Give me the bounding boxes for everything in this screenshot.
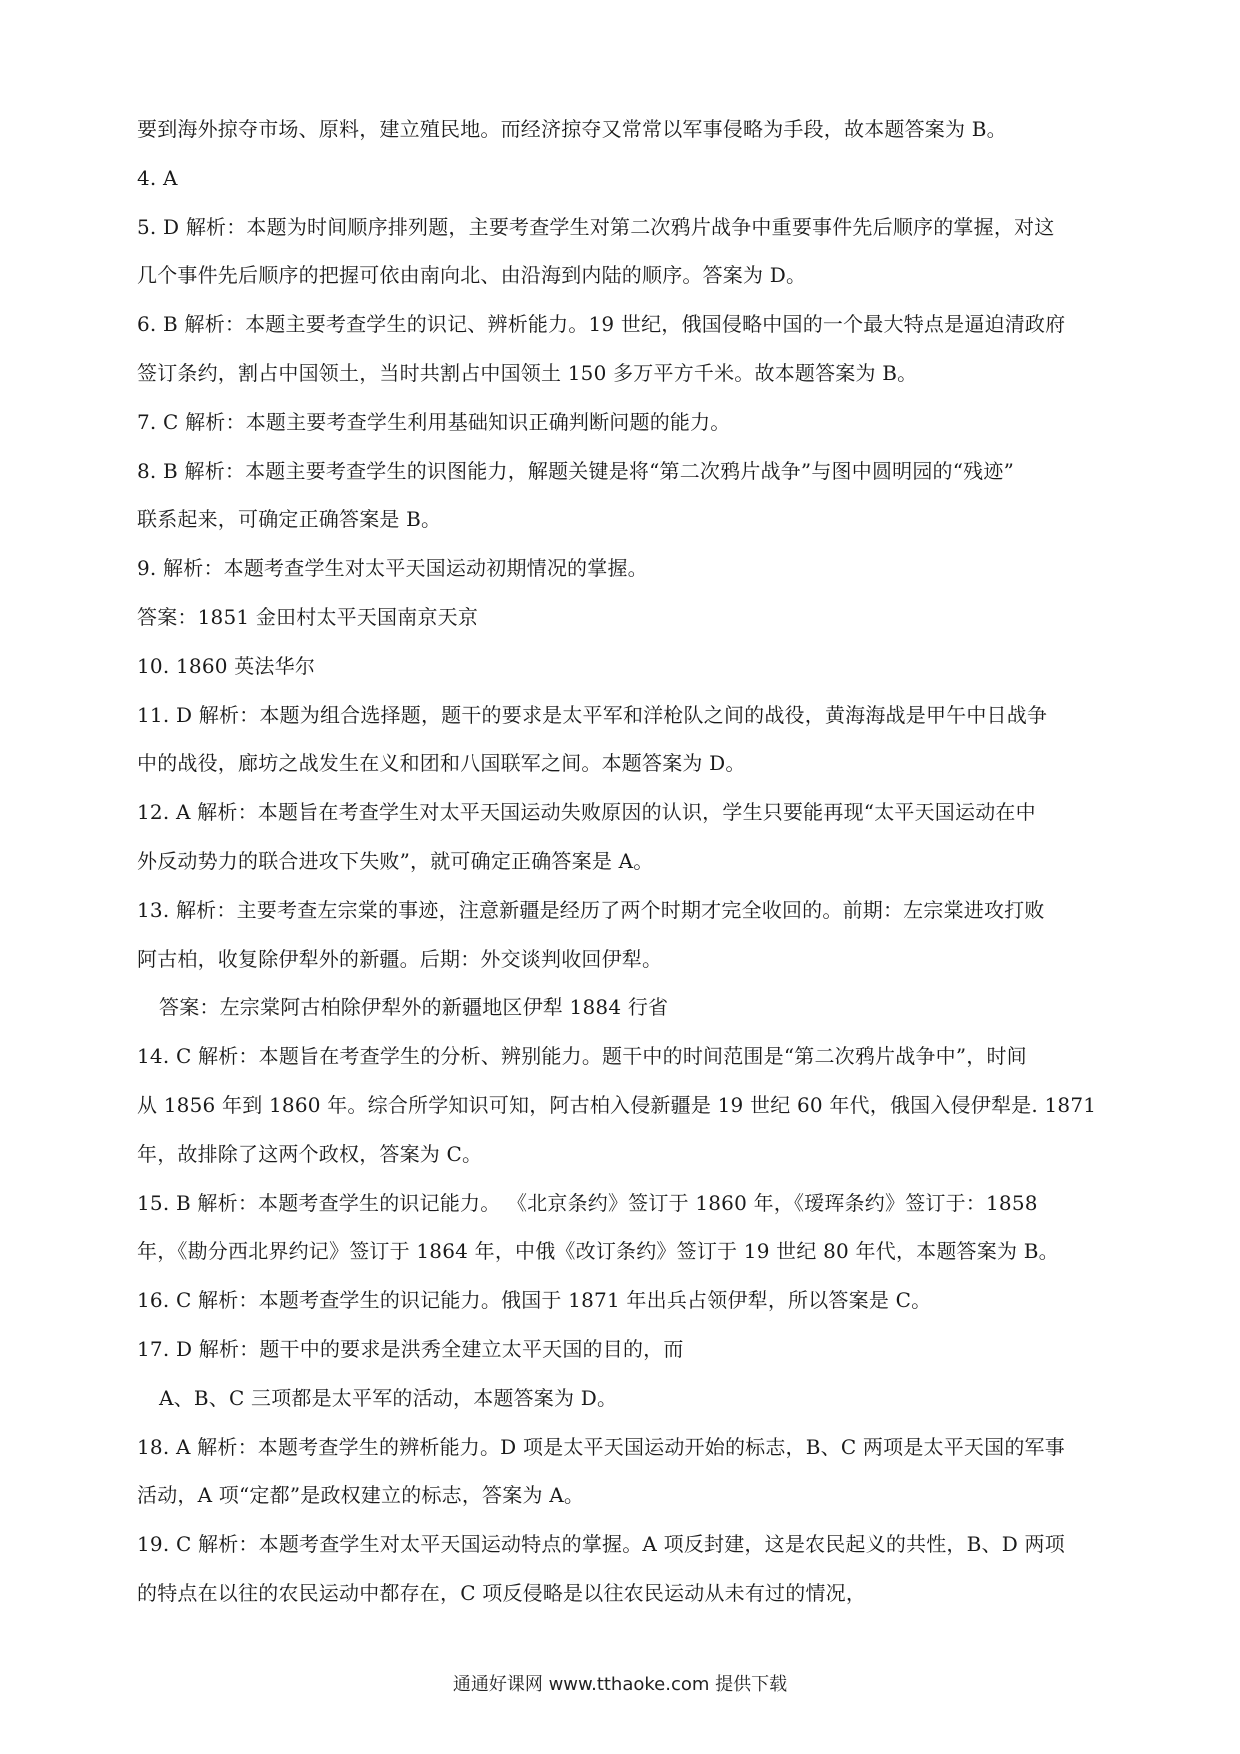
page-footer: 通通好课网 www.tthaoke.com 提供下载 — [452, 1674, 788, 1695]
text-line: 从 1856 年到 1860 年。综合所学知识可知，阿古柏入侵新疆是 19 世纪 60 年代，俄国入侵伊犁是. 1871 — [137, 1092, 1097, 1117]
text-line: 14. C 解析：本题旨在考查学生的分析、辨别能力。题干中的时间范围是“第二次鸦片战争中”，时间 — [137, 1044, 1027, 1069]
text-line: 16. C 解析：本题考查学生的识记能力。俄国于 1871 年出兵占领伊犁，所以答案是 C。 — [137, 1288, 932, 1313]
text-line: 9. 解析：本题考查学生对太平天国运动初期情况的掌握。 — [137, 556, 648, 581]
text-line: 10. 1860 英法华尔 — [137, 653, 316, 678]
text-line: 4. A — [137, 165, 178, 190]
text-line: 8. B 解析：本题主要考查学生的识图能力，解题关键是将“第二次鸦片战争”与图中圆明园的“残迹” — [137, 458, 1014, 483]
text-line: 7. C 解析：本题主要考查学生利用基础知识正确判断问题的能力。 — [137, 409, 731, 434]
text-line: 外反动势力的联合进攻下失败”，就可确定正确答案是 A。 — [137, 848, 654, 873]
text-line: A、B、C 三项都是太平军的活动，本题答案为 D。 — [159, 1385, 618, 1410]
text-line: 年，《勘分西北界约记》签订于 1864 年，中俄《改订条约》签订于 19 世纪 80 年代，本题答案为 B。 — [137, 1239, 1059, 1264]
text-line: 15. B 解析：本题考查学生的识记能力。 《北京条约》签订于 1860 年，《瑷珲条约》签订于：1858 — [137, 1190, 1038, 1215]
text-line: 6. B 解析：本题主要考查学生的识记、辨析能力。19 世纪，俄国侵略中国的一个最大特点是逼迫清政府 — [137, 312, 1066, 337]
text-line: 中的战役，廊坊之战发生在义和团和八国联军之间。本题答案为 D。 — [137, 751, 746, 776]
text-line: 签订条约，割占中国领土，当时共割占中国领土 150 多万平方千米。故本题答案为 B。 — [137, 360, 918, 385]
text-line: 阿古柏，收复除伊犁外的新疆。后期：外交谈判收回伊犁。 — [137, 946, 663, 971]
text-line: 联系起来，可确定正确答案是 B。 — [137, 507, 442, 532]
text-line: 11. D 解析：本题为组合选择题，题干的要求是太平军和洋枪队之间的战役，黄海海战是甲午中日战争 — [137, 702, 1048, 727]
text-line: 18. A 解析：本题考查学生的辨析能力。D 项是太平天国运动开始的标志，B、C 两项是太平天国的军事 — [137, 1434, 1065, 1459]
text-line: 要到海外掠夺市场、原料，建立殖民地。而经济掠夺又常常以军事侵略为手段，故本题答案为 B。 — [137, 117, 1007, 141]
text-line: 13. 解析：主要考查左宗棠的事迹，注意新疆是经历了两个时期才完全收回的。前期：左宗棠进攻打败 — [137, 897, 1045, 922]
answer-explanations — [137, 105, 1122, 1618]
text-line: 5. D 解析：本题为时间顺序排列题，主要考查学生对第二次鸦片战争中重要事件先后顺序的掌握，对这 — [137, 214, 1055, 239]
text-line: 几个事件先后顺序的把握可依由南向北、由沿海到内陆的顺序。答案为 D。 — [137, 263, 807, 288]
text-line: 答案：1851 金田村太平天国南京天京 — [137, 604, 479, 629]
text-line: 活动，A 项“定都”是政权建立的标志，答案为 A。 — [137, 1483, 585, 1508]
text-line: 年，故排除了这两个政权，答案为 C。 — [137, 1141, 483, 1166]
text-line: 19. C 解析：本题考查学生对太平天国运动特点的掌握。A 项反封建，这是农民起义的共性，B、D 两项 — [137, 1532, 1065, 1557]
text-line: 答案：左宗棠阿古柏除伊犁外的新疆地区伊犁 1884 行省 — [159, 995, 669, 1020]
text-line: 的特点在以往的农民运动中都存在，C 项反侵略是以往农民运动从未有过的情况， — [137, 1580, 867, 1605]
text-line: 12. A 解析：本题旨在考查学生对太平天国运动失败原因的认识，学生只要能再现“太平天国运动在中 — [137, 800, 1036, 825]
text-line: 17. D 解析：题干中的要求是洪秀全建立太平天国的目的，而 — [137, 1336, 684, 1361]
